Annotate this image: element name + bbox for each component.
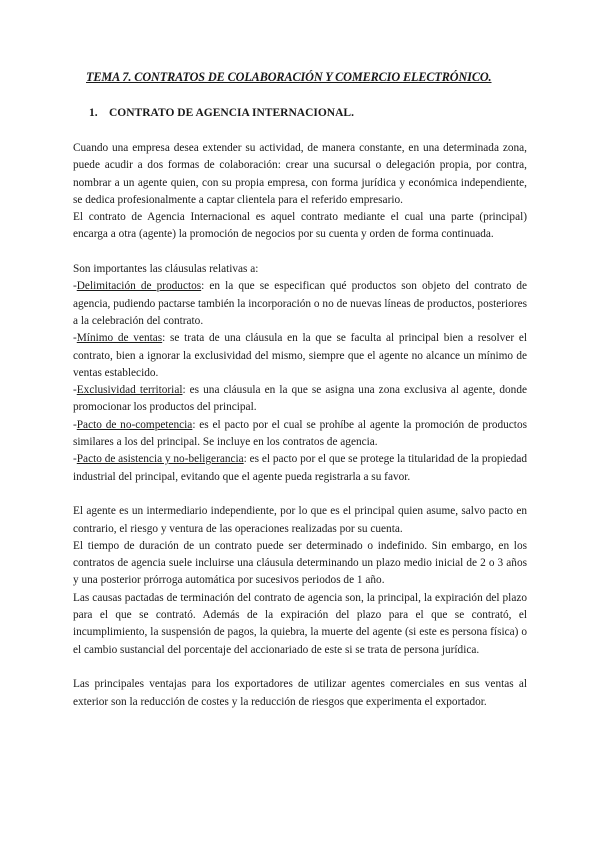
clause-text: : en la que se especifican qué productos son objeto del contrato de agencia, pudiendo pactarse también la incorporación o no de nuevas líneas de productos, posteriores a la celebración del contrato. [73, 280, 528, 327]
clause-text: : se trata de una cláusula en la que se faculta al principal bien a resolver el contrato, bien a ignorar la exclusividad del mismo, siempre que el agente no alcance un mínimo de ventas establecido. [73, 332, 527, 379]
document-body [73, 140, 527, 711]
clause-term: Delimitación de productos [76, 280, 202, 293]
section-number: 1. [89, 107, 98, 119]
clause-item: -Mínimo de ventas: se trata de una cláusula en la que se faculta al principal bien a resolver el contrato, bien a ignorar la exclusividad del mismo, siempre que el agente no alcance un mínimo de ventas establecido. [73, 332, 527, 379]
clause-term: Mínimo de ventas [76, 332, 163, 345]
paragraph-termination: Las causas pactadas de terminación del contrato de agencia son, la principal, la expiración del plazo para el que se contrató. Además de la expiración del plazo para el que se contrató, el incumplimiento, la suspensión de pagos, la quiebra, la muerte del agente (si este es persona física) o el cambio sustancial del porcentaje del accionariado de este si se trata de persona jurídica. [73, 591, 527, 656]
clause-item: -Delimitación de productos: en la que se especifican qué productos son objeto del contrato de agencia, pudiendo pactarse también la incorporación o no de nuevas líneas de productos, posteriores a la celebración del contrato. [73, 280, 528, 327]
clause-text: : es el pacto por el cual se prohíbe al agente la promoción de productos similares a los del principal. Se incluye en los contratos de agencia. [73, 418, 527, 449]
clauses-intro: Son importantes las cláusulas relativas a: [73, 263, 259, 276]
clause-text: : es una cláusula en la que se asigna una zona exclusiva al agente, donde promocionar los productos del principal. [73, 384, 527, 414]
paragraph-definition: El contrato de Agencia Internacional es aquel contrato mediante el cual una parte (principal) encarga a otra (agente) la promoción de negocios por su cuenta y orden de forma continuada. [73, 211, 527, 241]
clause-term: Exclusividad territorial [76, 384, 183, 397]
page-title: TEMA 7. CONTRATOS DE COLABORACIÓN Y COMERCIO ELECTRÓNICO. [86, 70, 492, 84]
clause-item: -Exclusividad territorial: es una cláusula en la que se asigna una zona exclusiva al agente, donde promocionar los productos del principal. [73, 384, 527, 414]
section-title: CONTRATO DE AGENCIA INTERNACIONAL. [109, 107, 354, 119]
paragraph-agent-risk: El agente es un intermediario independiente, por lo que es el principal quien asume, salvo pacto en contrario, el riesgo y ventura de las operaciones realizadas por su cuenta. [73, 505, 527, 535]
paragraph-intro: Cuando una empresa desea extender su actividad, de manera constante, en una determinada zona, puede acudir a dos formas de colaboración: crear una sucursal o delegación propia, por contra, nombrar a un agente quien, con su propia empresa, con forma jurídica y económica independiente, se dedica profesionalmente a captar clientela para el referido empresario. [73, 142, 527, 206]
clause-item: -Pacto de asistencia y no-beligerancia: es el pacto por el que se protege la titularidad de la propiedad industrial del principal, evitando que el agente pueda registrarla a su favor. [73, 453, 527, 483]
clause-term: Pacto de asistencia y no-beligerancia [76, 453, 244, 466]
clause-item: -Pacto de no-competencia: es el pacto por el cual se prohíbe al agente la promoción de productos similares a los del principal. Se incluye en los contratos de agencia. [73, 418, 527, 449]
section-heading [89, 107, 354, 119]
clause-term: Pacto de no-competencia [76, 418, 193, 431]
clause-text: : es el pacto por el que se protege la titularidad de la propiedad industrial del principal, evitando que el agente pueda registrarla a su favor. [73, 453, 527, 483]
paragraph-duration: El tiempo de duración de un contrato puede ser determinado o indefinido. Sin embargo, en los contratos de agencia suele incluirse una cláusula determinando un plazo medio inicial de 2 o 3 años y una posterior prórroga automática por sucesivos periodos de 1 año. [73, 539, 527, 587]
paragraph-advantages: Las principales ventajas para los exportadores de utilizar agentes comerciales en sus ventas al exterior son la reducción de costes y la reducción de riesgos que experimenta el exportador. [73, 678, 527, 708]
